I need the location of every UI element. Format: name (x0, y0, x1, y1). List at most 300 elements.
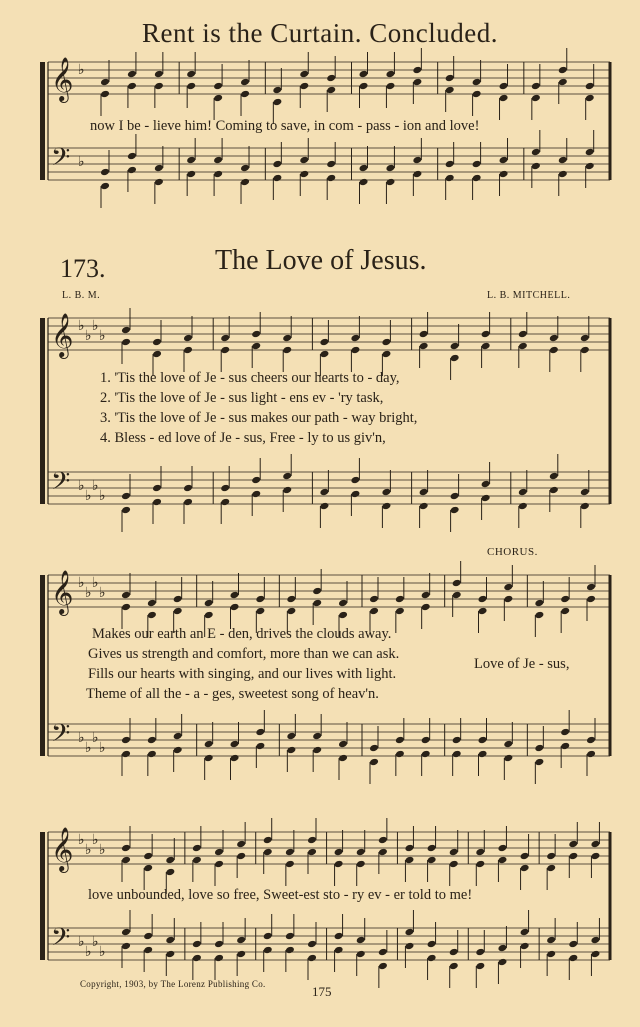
note-head (121, 492, 131, 501)
note-head (404, 856, 414, 865)
music-credit: L. B. MITCHELL. (487, 290, 571, 301)
note-head (449, 948, 459, 957)
flat-icon: ♭ (92, 479, 99, 494)
note-head (478, 607, 488, 616)
note-head (412, 78, 422, 87)
note-head (100, 78, 110, 87)
note-head (445, 174, 455, 183)
note-head (213, 94, 223, 103)
note-head (560, 728, 570, 737)
verse-line-1: 1. 'Tis the love of Je - sus cheers our hearts to - day, (100, 370, 400, 386)
note-head (590, 852, 600, 861)
note-head (452, 750, 462, 759)
treble-clef-icon: 𝄞 (51, 570, 74, 614)
note-head (214, 954, 224, 963)
note-head (450, 354, 460, 363)
note-head (359, 70, 369, 79)
note-head (220, 484, 230, 493)
note-head (251, 330, 261, 339)
continued-hymn-lyric: now I be - lieve him! Coming to save, in com - pass - ion and love! (90, 118, 480, 134)
note-head (385, 70, 395, 79)
note-head (165, 856, 175, 865)
note-head (154, 82, 164, 91)
hymn-number: 173. (60, 254, 106, 283)
note-head (350, 476, 360, 485)
note-head (307, 954, 317, 963)
note-head (369, 595, 379, 604)
note-head (299, 156, 309, 165)
note-head (286, 595, 296, 604)
flat-icon: ♭ (85, 741, 92, 756)
note-head (285, 932, 295, 941)
note-head (586, 736, 596, 745)
note-head (518, 342, 528, 351)
note-head (419, 488, 429, 497)
note-head (165, 936, 175, 945)
note-head (121, 736, 131, 745)
note-head (186, 156, 196, 165)
note-head (240, 164, 250, 173)
note-head (499, 170, 509, 179)
note-head (481, 494, 491, 503)
note-head (236, 852, 246, 861)
note-head (263, 932, 273, 941)
note-head (518, 330, 528, 339)
note-head (378, 962, 388, 971)
note-head (404, 928, 414, 937)
note-head (520, 852, 530, 861)
note-head (236, 936, 246, 945)
note-head (412, 156, 422, 165)
flat-icon: ♭ (99, 945, 106, 960)
note-head (585, 82, 595, 91)
note-head (307, 940, 317, 949)
note-head (127, 70, 137, 79)
note-head (481, 330, 491, 339)
note-head (100, 90, 110, 99)
note-head (213, 170, 223, 179)
note-head (236, 840, 246, 849)
note-head (450, 506, 460, 515)
note-head (121, 856, 131, 865)
note-head (518, 488, 528, 497)
note-head (369, 744, 379, 753)
note-head (121, 506, 131, 515)
note-head (100, 182, 110, 191)
treble-clef-icon: 𝄞 (51, 57, 74, 101)
note-head (558, 156, 568, 165)
note-head (121, 591, 131, 600)
note-head (378, 836, 388, 845)
note-head (186, 170, 196, 179)
note-head (356, 950, 366, 959)
note-head (286, 746, 296, 755)
note-head (558, 170, 568, 179)
note-head (255, 595, 265, 604)
note-head (165, 868, 175, 877)
note-head (395, 736, 405, 745)
flat-icon: ♭ (78, 833, 85, 848)
note-head (378, 948, 388, 957)
note-head (520, 942, 530, 951)
flat-icon: ♭ (78, 155, 85, 170)
flat-icon: ♭ (85, 945, 92, 960)
note-head (478, 736, 488, 745)
note-head (497, 944, 507, 953)
flat-icon: ♭ (92, 731, 99, 746)
note-head (263, 836, 273, 845)
note-head (147, 599, 157, 608)
note-head (338, 611, 348, 620)
note-head (478, 595, 488, 604)
note-head (186, 70, 196, 79)
note-head (251, 490, 261, 499)
note-head (350, 346, 360, 355)
system-bracket (40, 832, 45, 960)
note-head (546, 950, 556, 959)
note-head (251, 342, 261, 351)
note-head (450, 492, 460, 501)
note-head (100, 168, 110, 177)
note-head (152, 338, 162, 347)
note-head (449, 848, 459, 857)
note-head (127, 166, 137, 175)
note-head (319, 338, 329, 347)
note-head (475, 948, 485, 957)
treble-clef-icon: 𝄞 (51, 313, 74, 357)
note-head (312, 599, 322, 608)
note-head (204, 754, 214, 763)
note-head (326, 74, 336, 83)
flat-icon: ♭ (99, 489, 106, 504)
note-head (121, 326, 131, 335)
note-head (230, 603, 240, 612)
note-head (560, 742, 570, 751)
note-head (214, 860, 224, 869)
note-head (307, 836, 317, 845)
note-head (427, 954, 437, 963)
note-head (475, 962, 485, 971)
note-head (452, 579, 462, 588)
note-head (568, 954, 578, 963)
note-head (568, 852, 578, 861)
bass-clef-icon: 𝄢 (51, 923, 71, 958)
note-head (580, 346, 590, 355)
note-head (520, 928, 530, 937)
note-head (590, 950, 600, 959)
chorus-lyric: love unbounded, love so free, Sweet-est sto - ry ev - er told to me! (88, 887, 473, 903)
note-head (475, 848, 485, 857)
note-head (531, 148, 541, 157)
note-head (173, 746, 183, 755)
note-head (385, 178, 395, 187)
note-head (307, 848, 317, 857)
note-head (282, 334, 292, 343)
flat-icon: ♭ (85, 843, 92, 858)
page-number: 175 (312, 984, 332, 999)
flat-icon: ♭ (92, 576, 99, 591)
bass-clef-icon: 𝄢 (51, 143, 71, 178)
verse-continuation-1: Makes our earth an E - den, drives the clouds away. (92, 626, 392, 642)
flat-icon: ♭ (99, 329, 106, 344)
note-head (121, 942, 131, 951)
flat-icon: ♭ (99, 586, 106, 601)
note-head (204, 599, 214, 608)
note-head (586, 595, 596, 604)
flat-icon: ♭ (85, 489, 92, 504)
note-head (326, 86, 336, 95)
note-head (312, 746, 322, 755)
note-head (312, 732, 322, 741)
note-head (334, 860, 344, 869)
note-head (586, 750, 596, 759)
note-head (255, 728, 265, 737)
note-head (534, 599, 544, 608)
note-head (121, 928, 131, 937)
note-head (568, 840, 578, 849)
note-head (499, 82, 509, 91)
note-head (499, 156, 509, 165)
note-head (220, 334, 230, 343)
verse-continuation-3: Fills our hearts with singing, and our lives with light. (88, 666, 397, 682)
note-head (531, 94, 541, 103)
note-head (359, 82, 369, 91)
note-head (452, 591, 462, 600)
note-head (381, 502, 391, 511)
note-head (147, 611, 157, 620)
note-head (585, 94, 595, 103)
note-head (568, 940, 578, 949)
words-credit: L. B. M. (62, 290, 101, 301)
flat-icon: ♭ (78, 479, 85, 494)
note-head (192, 954, 202, 963)
verse-continuation-2: Gives us strength and comfort, more than we can ask. (88, 646, 400, 662)
note-head (481, 480, 491, 489)
flat-icon: ♭ (85, 329, 92, 344)
note-head (152, 484, 162, 493)
note-head (121, 750, 131, 759)
note-head (173, 607, 183, 616)
note-head (497, 958, 507, 967)
verse-line-2: 2. 'Tis the love of Je - sus light - ens ev - 'ry task, (100, 390, 384, 406)
note-head (427, 844, 437, 853)
note-head (472, 160, 482, 169)
note-head (173, 595, 183, 604)
note-head (263, 946, 273, 955)
note-head (549, 486, 559, 495)
treble-clef-icon: 𝄞 (51, 827, 74, 871)
note-head (359, 178, 369, 187)
note-head (186, 82, 196, 91)
note-head (472, 90, 482, 99)
note-head (326, 174, 336, 183)
note-head (230, 591, 240, 600)
note-head (319, 502, 329, 511)
note-head (421, 750, 431, 759)
chorus-first-line: Love of Je - sus, (474, 656, 570, 672)
note-head (154, 70, 164, 79)
note-head (183, 498, 193, 507)
note-head (534, 758, 544, 767)
note-head (421, 591, 431, 600)
hymn-title: The Love of Jesus. (215, 245, 427, 276)
verse-line-3: 3. 'Tis the love of Je - sus makes our path - way bright, (100, 410, 418, 426)
note-head (286, 732, 296, 741)
note-head (213, 82, 223, 91)
note-head (350, 334, 360, 343)
note-head (427, 856, 437, 865)
note-head (127, 152, 137, 161)
note-head (183, 346, 193, 355)
note-head (580, 502, 590, 511)
note-head (214, 940, 224, 949)
note-head (255, 742, 265, 751)
note-head (272, 174, 282, 183)
note-head (338, 599, 348, 608)
note-head (338, 754, 348, 763)
note-head (452, 736, 462, 745)
note-head (580, 334, 590, 343)
note-head (560, 595, 570, 604)
note-head (152, 350, 162, 359)
note-head (338, 740, 348, 749)
note-head (272, 98, 282, 107)
note-head (503, 740, 513, 749)
system-bracket (40, 575, 45, 756)
note-head (356, 848, 366, 857)
note-head (518, 502, 528, 511)
note-head (497, 856, 507, 865)
note-head (531, 82, 541, 91)
note-head (421, 736, 431, 745)
note-head (147, 736, 157, 745)
note-head (236, 950, 246, 959)
note-head (282, 472, 292, 481)
flat-icon: ♭ (99, 741, 106, 756)
note-head (369, 758, 379, 767)
note-head (369, 607, 379, 616)
note-head (230, 740, 240, 749)
note-head (546, 864, 556, 873)
note-head (334, 848, 344, 857)
note-head (586, 583, 596, 592)
note-head (419, 342, 429, 351)
note-head (445, 86, 455, 95)
note-head (143, 864, 153, 873)
flat-icon: ♭ (78, 63, 85, 78)
note-head (585, 148, 595, 157)
verse-line-4: 4. Bless - ed love of Je - sus, Free - ly to us giv'n, (100, 430, 386, 446)
note-head (152, 498, 162, 507)
note-head (499, 94, 509, 103)
note-head (334, 946, 344, 955)
note-head (272, 160, 282, 169)
note-head (395, 595, 405, 604)
note-head (272, 86, 282, 95)
flat-icon: ♭ (92, 319, 99, 334)
note-head (240, 78, 250, 87)
note-head (356, 860, 366, 869)
note-head (334, 932, 344, 941)
note-head (449, 962, 459, 971)
note-head (421, 603, 431, 612)
flat-icon: ♭ (85, 586, 92, 601)
note-head (404, 942, 414, 951)
note-head (220, 498, 230, 507)
note-head (449, 860, 459, 869)
note-head (560, 607, 570, 616)
note-head (503, 583, 513, 592)
flat-icon: ♭ (78, 731, 85, 746)
note-head (183, 334, 193, 343)
note-head (230, 754, 240, 763)
note-head (590, 936, 600, 945)
note-head (450, 342, 460, 351)
note-head (520, 864, 530, 873)
note-head (154, 178, 164, 187)
note-head (503, 754, 513, 763)
note-head (143, 946, 153, 955)
note-head (154, 164, 164, 173)
note-head (558, 78, 568, 87)
note-head (147, 750, 157, 759)
note-head (319, 488, 329, 497)
note-head (381, 350, 391, 359)
note-head (427, 940, 437, 949)
note-head (472, 78, 482, 87)
bass-clef-icon: 𝄢 (51, 467, 71, 502)
note-head (286, 607, 296, 616)
note-head (192, 940, 202, 949)
note-head (381, 488, 391, 497)
note-head (282, 346, 292, 355)
note-head (472, 174, 482, 183)
note-head (445, 74, 455, 83)
note-head (240, 178, 250, 187)
note-head (549, 346, 559, 355)
note-head (580, 488, 590, 497)
chorus-label: CHORUS. (487, 546, 538, 558)
continued-hymn-title: Rent is the Curtain. Concluded. (142, 18, 498, 48)
note-head (204, 611, 214, 620)
note-head (251, 476, 261, 485)
note-head (356, 936, 366, 945)
flat-icon: ♭ (92, 935, 99, 950)
note-head (143, 852, 153, 861)
note-head (319, 350, 329, 359)
verse-continuation-4: Theme of all the - a - ges, sweetest song of heav'n. (86, 686, 379, 702)
bass-clef-icon: 𝄢 (51, 719, 71, 754)
note-head (285, 848, 295, 857)
note-head (478, 750, 488, 759)
note-head (359, 164, 369, 173)
note-head (299, 170, 309, 179)
note-head (127, 82, 137, 91)
note-head (121, 844, 131, 853)
note-head (121, 603, 131, 612)
note-head (412, 170, 422, 179)
note-head (531, 162, 541, 171)
note-head (285, 946, 295, 955)
note-head (173, 732, 183, 741)
note-head (385, 82, 395, 91)
note-head (546, 852, 556, 861)
note-head (534, 611, 544, 620)
system-bracket (40, 318, 45, 504)
note-head (183, 484, 193, 493)
note-head (395, 607, 405, 616)
note-head (549, 334, 559, 343)
